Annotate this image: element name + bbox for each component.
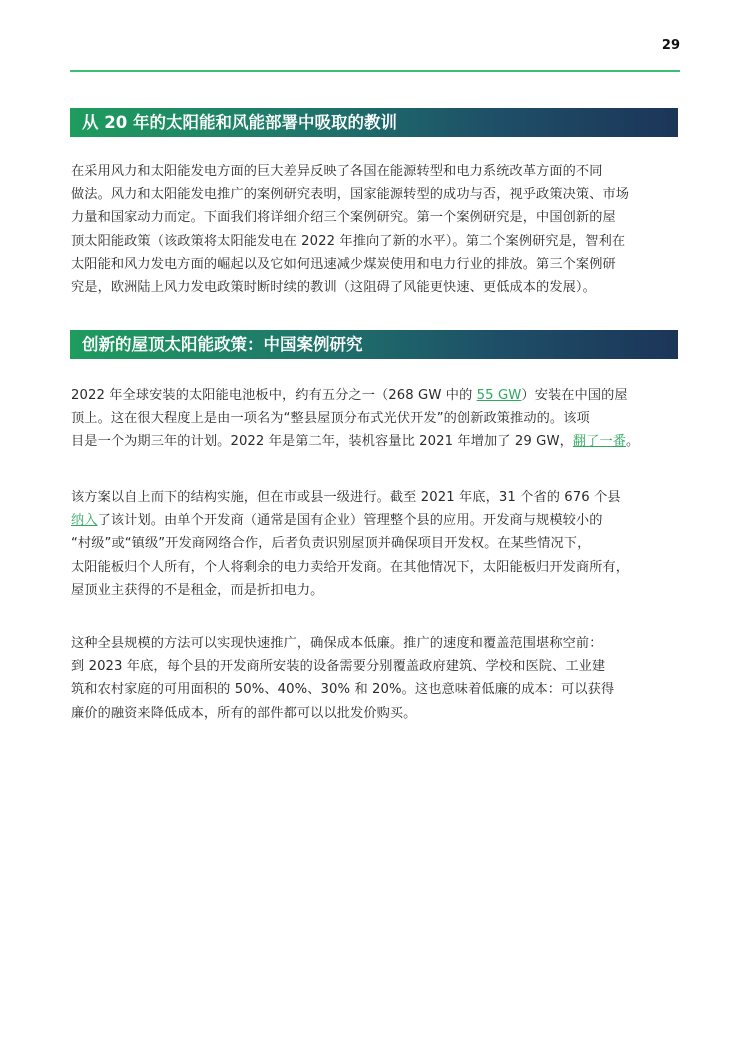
link-doubled[interactable]: 翻了一番 bbox=[572, 434, 627, 450]
text-run: 。 bbox=[626, 434, 640, 450]
intro-line: 太阳能和风力发电方面的崛起以及它如何迅速减少煤炭使用和电力行业的排放。第三个案例研 bbox=[71, 256, 616, 272]
paragraph-line: 顶上。这在很大程度上是由一项名为“整县屋顶分布式光伏开发”的创新政策推动的。该项 bbox=[71, 411, 590, 427]
section-heading-china-case: 创新的屋顶太阳能政策：中国案例研究 bbox=[70, 330, 678, 359]
intro-line: 做法。风力和太阳能发电推广的案例研究表明，国家能源转型的成功与否，视乎政策决策、市场 bbox=[71, 187, 630, 203]
link-55gw[interactable]: 55 GW bbox=[476, 388, 522, 403]
paragraph-line: 廉价的融资来降低成本，所有的部件都可以以批发价购买。 bbox=[71, 705, 417, 721]
page-number: 29 bbox=[661, 38, 680, 53]
paragraph-line: 屋顶业主获得的不是租金，而是折扣电力。 bbox=[71, 582, 324, 598]
china-paragraph-2 bbox=[71, 486, 686, 602]
intro-line: 顶太阳能政策（该政策将太阳能发电在 2022 年推向了新的水平）。第二个案例研究是，智利在 bbox=[71, 233, 626, 249]
paragraph-line: 到 2023 年底，每个县的开发商所安装的设备需要分别覆盖政府建筑、学校和医院、工业建 bbox=[71, 659, 606, 675]
intro-paragraph bbox=[71, 160, 686, 299]
text-run: ）安装在中国的屋 bbox=[521, 388, 628, 403]
intro-line: 在采用风力和太阳能发电方面的巨大差异反映了各国在能源转型和电力系统改革方面的不同 bbox=[71, 164, 603, 179]
paragraph-line: 筑和农村家庭的可用面积的 50%、40%、30% 和 20%。这也意味着低廉的成本：可以获得 bbox=[71, 682, 615, 698]
paragraph-line: 太阳能板归个人所有，个人将剩余的电力卖给开发商。在其他情况下，太阳能板归开发商所有， bbox=[71, 559, 630, 575]
paragraph-line: 这种全县规模的方法可以实现快速推广，确保成本低廉。推广的速度和覆盖范围堪称空前： bbox=[71, 636, 603, 651]
text-run: 目是一个为期三年的计划。2022 年是第二年，装机容量比 2021 年增加了 29 GW， bbox=[71, 434, 573, 450]
text-run: 2022 年全球安装的太阳能电池板中，约有五分之一（268 GW 中的 bbox=[71, 388, 477, 403]
intro-line: 力量和国家动力而定。下面我们将详细介绍三个案例研究。第一个案例研究是，中国创新的屋 bbox=[71, 210, 616, 226]
header-rule bbox=[70, 70, 680, 72]
intro-line: 究是，欧洲陆上风力发电政策时断时续的教训（这阻碍了风能更快速、更低成本的发展）。 bbox=[71, 280, 596, 296]
paragraph-line bbox=[71, 509, 686, 532]
paragraph-line bbox=[71, 430, 686, 453]
section-heading-lessons: 从 20 年的太阳能和风能部署中吸取的教训 bbox=[70, 108, 678, 137]
paragraph-line: 该方案以自上而下的结构实施，但在市或县一级进行。截至 2021 年底，31 个省的 676 个县 bbox=[71, 490, 621, 505]
text-run: 了该计划。由单个开发商（通常是国有企业）管理整个县的应用。开发商与规模较小的 bbox=[97, 513, 603, 529]
link-included[interactable]: 纳入 bbox=[71, 513, 98, 529]
china-paragraph-3 bbox=[71, 632, 686, 725]
paragraph-line bbox=[71, 384, 686, 407]
china-paragraph-1 bbox=[71, 384, 686, 454]
paragraph-line: “村级”或“镇级”开发商网络合作，后者负责识别屋顶并确保项目开发权。在某些情况下， bbox=[71, 536, 591, 552]
